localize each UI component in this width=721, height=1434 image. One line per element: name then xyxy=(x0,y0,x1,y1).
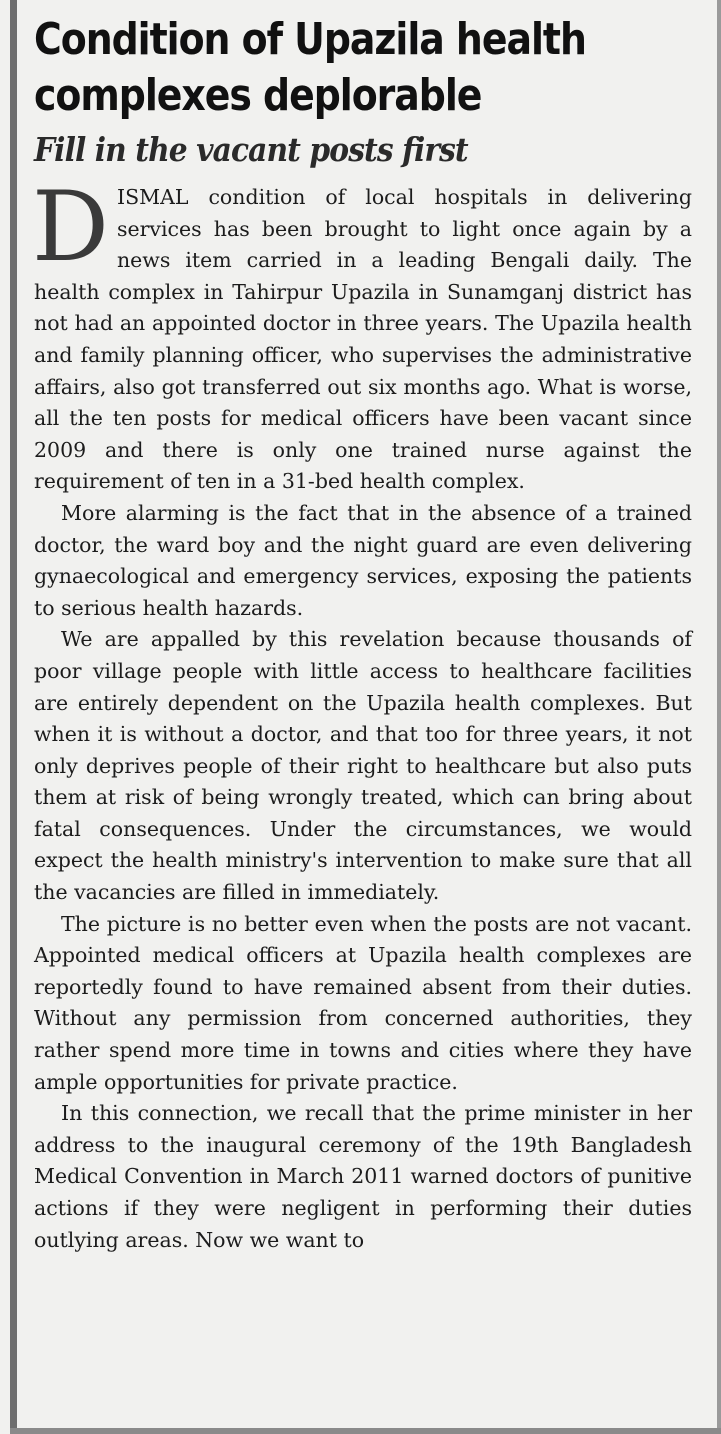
article-body xyxy=(32,171,692,1256)
paragraph-1-text: ISMAL condition of local hospitals in delivering services has been brought to light once again by a news item carried in a leading Bengali daily. The health complex in Tahirpur Upazila in Sunamganj district has not had an appointed doctor in three years. The Upazila health and family planning officer, who supervises the administrative affairs, also got transferred out six months ago. What is worse, all the ten posts for medical officers have been vacant since 2009 and there is only one trained nurse against the requirement of ten in a 31-bed health complex. xyxy=(34,185,692,494)
headline-line-2: complexes deplorable xyxy=(34,70,482,121)
drop-cap: D xyxy=(32,171,109,283)
paragraph-4: The picture is no better even when the posts are not vacant. Appointed medical officers at Upazila health complexes are reportedly found to have remained absent from their duties. Without any permission from concerned authorities, they rather spend more time in towns and cities where they have ample opportunities for private practice. xyxy=(34,911,692,1094)
bottom-edge-rule xyxy=(10,1428,721,1434)
right-edge-rule xyxy=(717,0,721,1434)
headline-line-1: Condition of Upazila health xyxy=(34,14,586,65)
paragraph-2: More alarming is the fact that in the absence of a trained doctor, the ward boy and the night guard are even delivering gynaecological and emergency services, exposing the patients to serious health hazards. xyxy=(34,500,692,620)
headline xyxy=(34,12,693,124)
left-column-rule xyxy=(10,0,17,1434)
paragraph-1 xyxy=(32,171,692,498)
paragraph-3: We are appalled by this revelation because thousands of poor village people with little access to healthcare facilities are entirely dependent on the Upazila health complexes. But when it is without a doctor, and that too for three years, it not only deprives people of their right to healthcare but also puts them at risk of being wrongly treated, which can bring about fatal consequences. Under the circumstances, we would expect the health ministry's intervention to make sure that all the vacancies are filled in immediately. xyxy=(34,627,692,905)
subheadline: Fill in the vacant posts first xyxy=(34,130,468,169)
editorial-article xyxy=(34,12,692,1256)
paragraph-5: In this connection, we recall that the prime minister in her address to the inaugural ceremony of the 19th Bangladesh Medical Convention in March 2011 warned doctors of punitive actions if they were negligent in performing their duties outlying areas. Now we want to xyxy=(34,1101,692,1252)
